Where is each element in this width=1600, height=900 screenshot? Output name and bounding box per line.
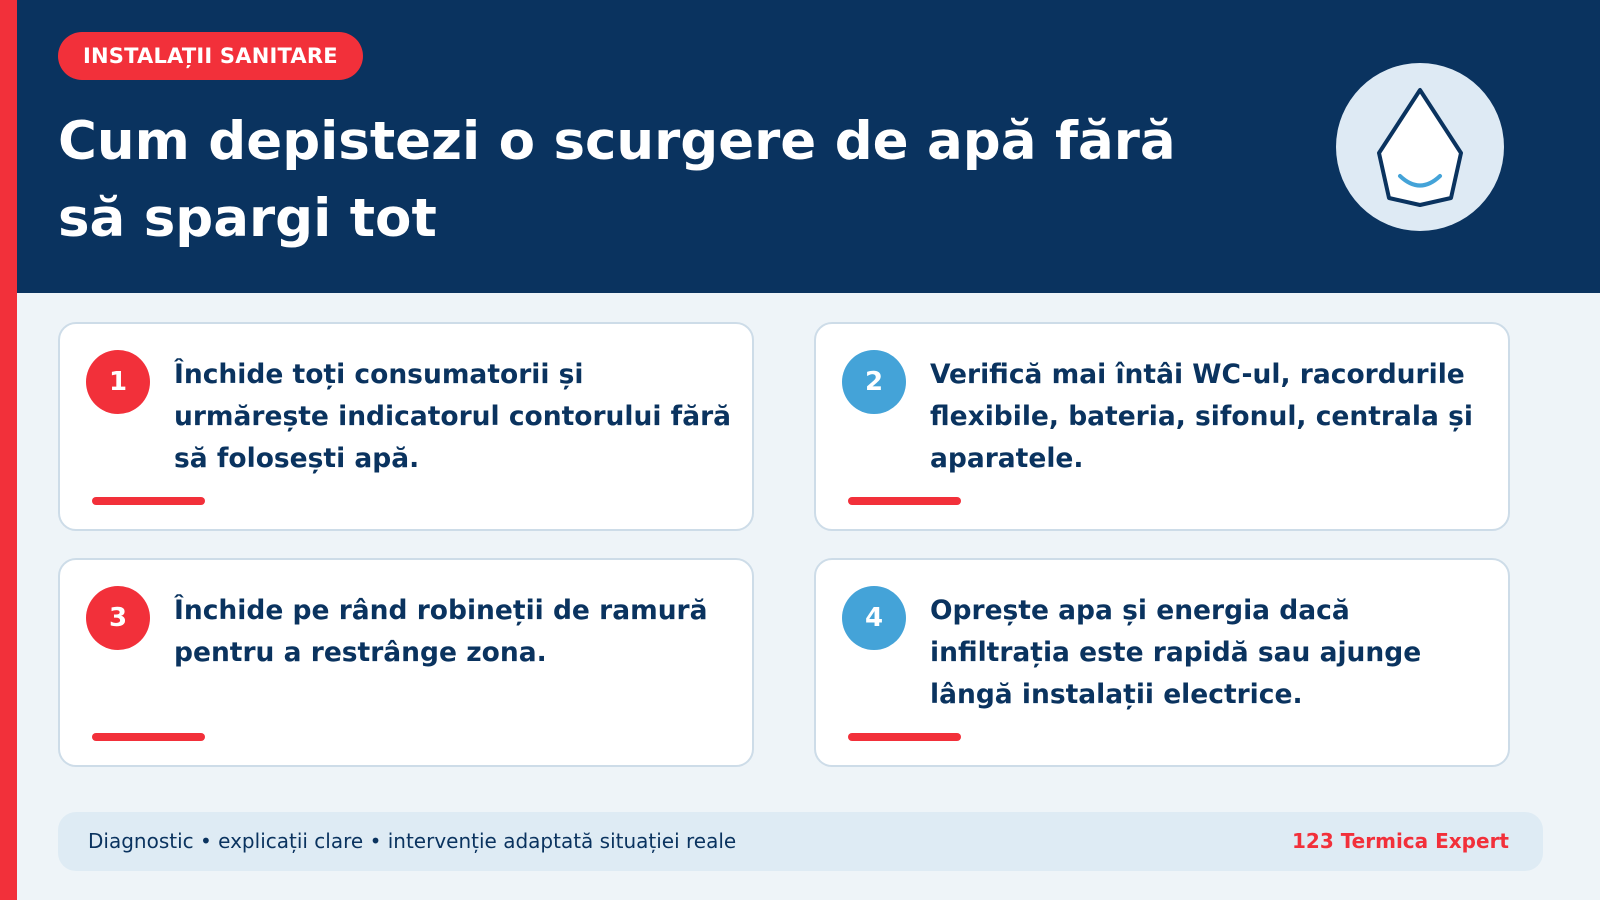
brand-name: 123 Termica Expert [1291,829,1509,853]
footer-bar [58,812,1543,871]
accent-underline [92,497,205,505]
accent-underline [848,733,961,741]
step-number-badge: 3 [86,586,150,650]
step-number-badge: 1 [86,350,150,414]
step-text: Închide pe rând robineții de ramură pentru a restrânge zona. [174,595,708,668]
step-card-4 [814,558,1510,767]
step-card-1 [58,322,754,531]
page-title: Cum depistezi o scurgere de apă fără să spargi tot [58,111,1176,249]
step-text: Verifică mai întâi WC-ul, racordurile flexibile, bateria, sifonul, centrala și aparatele. [930,359,1473,474]
category-badge: INSTALAȚII SANITARE [58,32,363,80]
step-text: Închide toți consumatorii și urmărește indicatorul contorului fără să folosești apă. [174,359,732,474]
water-drop-icon [1336,63,1504,231]
step-number-badge: 2 [842,350,906,414]
step-card-2 [814,322,1510,531]
left-accent-strip [0,0,17,900]
step-text: Oprește apa și energia dacă infiltrația este rapidă sau ajunge lângă instalații electrice. [930,595,1422,710]
accent-underline [848,497,961,505]
step-card-3 [58,558,754,767]
step-number-badge: 4 [842,586,906,650]
accent-underline [92,733,205,741]
footer-tagline: Diagnostic • explicații clare • intervenție adaptată situației reale [88,829,737,853]
